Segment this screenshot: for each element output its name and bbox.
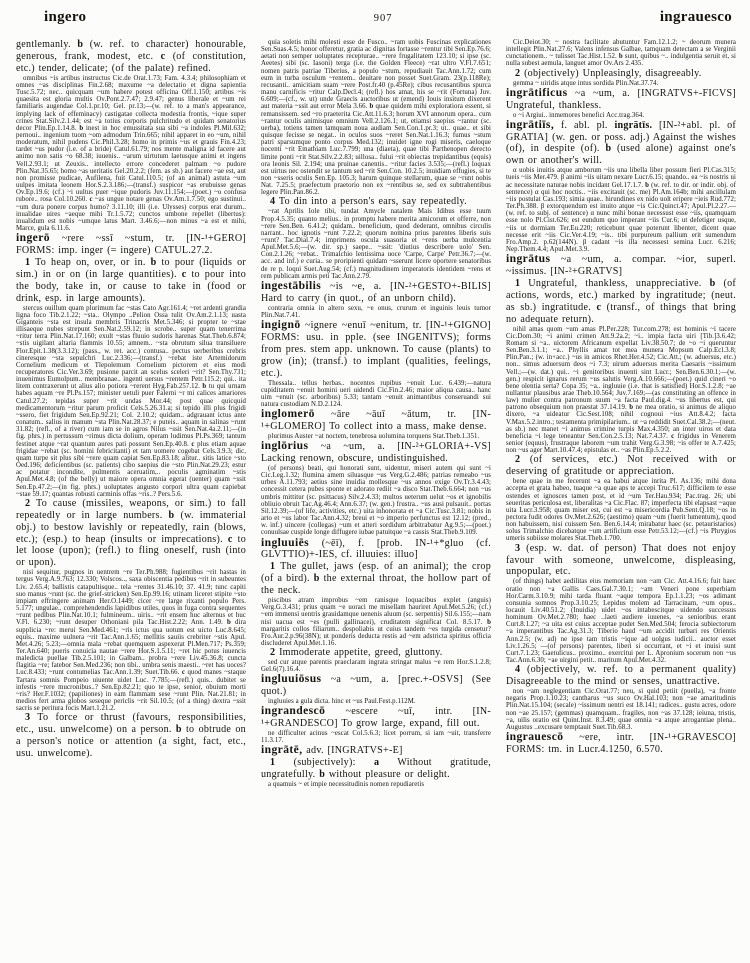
citation-block: contraria omnia in altero sexu, ~e onus, crurum et inguinis leuis tumor Plin.Nat.7.41.	[261, 304, 491, 319]
definition-text: 2 (of services, etc.) Not received with or deserving of gratitude or appreciation.	[506, 454, 736, 478]
entry-headword-block: inglomerō ~āre ~āuī ~ātum, tr. [IN-¹+GLOMERO] To collect into a mass, make dense.	[261, 407, 491, 433]
column-middle	[261, 39, 491, 937]
headword: ingluuiēs	[261, 535, 310, 549]
citation-block: sed cur atque parentis praeclaram ingrata stringat malus ~e rem Hor.S.1.2.8; Gel.6(7).16.4.	[261, 659, 491, 674]
headword: ingrātus	[506, 252, 551, 266]
definition-text: gentlemanly. b (w. ref. to character) honourable, generous, frank, modest, etc. c (of constitution, etc.) tender, delicate; (of the palate) refined.	[16, 39, 246, 74]
citation-block: ~rat Aprilis Iole tibi, tundat Amycle natalem Mais Idibus esse tuum Prop.4.5.35; quanto melius.. in promptu habere merita amicorum et offerre, non ~rere Sen.Ben. 6.41.2; quidam.. beneficium, quod dederant, omnibus circulis narrant.. hoc ignotis ~runt 7.22.2; quorum nomina prius parentes liberis suis ~runt? Tac.Dial.7.4; imprimens oscula suasoria et ~rens uerba mulcentia Apul.Met.5.6;—(w. dir. sp.) saepe.. ~ssit: 'diutius describere uolo' Sen. Con.2.1.26; ~rebat.. Trimalchio lentissima uoce 'Carpe, Carpe' Petr.36.7;—(w. acc. and inf.) e curia.. se proripienti quidam ~sserunt licere oportere senatoribus de re p. loqui Suet.Aug.54; (cf.) magnitudinem imperatoris identidem ~rens et rem publicam armis peti Tac.Ann.2.79.	[261, 208, 491, 280]
definition-text: 4 (objectively, w. ref. to a permanent quality) Disagreeable to the mind or senses, unattractive.	[506, 664, 736, 688]
entry-headword-block: inglōrius ~a ~um, a. [IN-²+GLORIA+-VS] Lacking renown, obscure, undistinguished.	[261, 439, 491, 465]
headword: ingrandescō	[261, 704, 326, 718]
definition-text: 1 (subjectively): a Without gratitude, ungratefully. b without pleasure or delight.	[261, 757, 491, 781]
definition-text: 2 To cause (missiles, weapons, or sim.) to fall repeatedly or in large numbers. b (w. immaterial obj.) to bestow lavishly or repeatedly, rain (blows, etc.); (esp.) to heap (insults or imprecations). c to let loose (upon); (refl.) to fling oneself, rush (into or upon).	[16, 497, 246, 569]
citation-block: ne difficulter acinus ~escat Col.5.6.3; licet porrum, si iam ~uit, transferre 11.3.17.	[261, 730, 491, 745]
citation-block: quia soletis mihi molesti esse de Fusco.. ~ram uobis Fuscinas explicationes Sen.Suas.4.5; honor offeretur, gratia ac dignitas fortasse ~rentur tibi Sen.Ep.76.6; aetati non semper uoluptates recepturae.. ~rere frugalitatem 123.10; si ipse (sc. Aeetes) sibi (sc. Iasoni) terga (i.e. the Golden Fleece) ~rat ultro V.Fl.7.651; nomen patris patriae Tiberius, a populo ~stum, repudiauit Tac.Ann.1.72; cum eum in turba osculum ~rentem.. deuitare non posset Suet.Gram. 23(p.118Re); recusanti.. amicitiam suam ~rere Post.fr.40 (p.45Re); cibus recusantibus spurca manu carnificis ~ritur Calp.Decl.4; (refl.) hos amat, his se ~rit (Fortuna) Juv. 6.609;—(cf., w. ut) unde Graecis auctoribus ut (emend) Iouis insitum dixerent aut materia ~ssit aut error Mela 3.66. b quae quidem mihi exploratiora essent, si remansissem. sed ~ro praeterita Cic.Att.11.6.3; horum XVI annorum opera.. cum ~rantur oculis animisque omnium Vell.2.126.1; ut, etiamsi saepius ~rantur (sc. uerba), totiens tamen tamquam noua audiam Sen.Con.1.pr.3; ut.. quae.. et sibi quisque fecisse se negat.. in oculos suos ~reret Sen.Nat.1.16.3; fumus ~stum patri sparsumque ponto corpus Med.132; inuidet igne rogi miseris, caeloque nocenti ~rit Emathiam Luc.7.799; una (diaeta), quae tibi Parthenopen derecto limite ponti ~rit Stat.Silv.2.2.83; uillosa.. fului ~rit obiectas trepidantibus (equis) ora leonis Sil. 2.194; una pruinae canentis.. ~ritur facies 3.535;—(refl.) loquax est uirtus nec ostendit se tantum sed ~rit Sen.Con. 10.2.5; inuidiam effugies, si te non ~sseris oculis Sen.Ep. 105.3; harum quinque stellarum, quae se ~runt nobis Nat. 7.25.5; praefectum praetorio non ex ~rentibus se, sed ex subtrahentibus legere Plin.Pan.86.2.	[261, 39, 491, 197]
citation-block: Cic.Deiot.30; ~ nostra facilitate abutuntur Fam.12.1.2; ~ deorum munera intellegit Plin.Nat.27.6; Valens infensus Galbae, tamquam detectam a se Verginii cunctationem.. ~ tulisset Tac.Hist.1.52. b sunt, quibus ~.. indulgentia seruit et, si nulla subest aemula, languet amor Ov.Ars 2.435.	[506, 39, 736, 68]
citation-block: stercus ouillum quam plurimum fac ~stas Cato Agr.161.4; ~ret ardenti grandia ligna foco Tib.2.1.22; ~sta.. Olympo ..Pelion Ossa tulit Ov.Am.2.1.13; uasta Giganteis ~sta est insula membris Trinacris Met.5.346; si propter te ~stae illisaeque nubes strepunt Sen.Nat.2.59.12; in scrobe.. super quam tenerrima ~ritur terra Plin.Nat.17.160; exult ~stas fluuio sudoris harenas Stat.Theb.6.874; ~stis uigilant altaria flammis 10.55; amnem.. ~sta obrutum silua transiluere Flor.Epit.1.38(3.3.12); (pass., w. ret. acc.) contusa.. pectus uerberibus crebris cineresque ~sta sepulchri Luc.2.336;—(transf.) ~rebat iste Artemidorum Cornelium medicum et Tlepolemum Cornelium pictorem et eius modi recuperatores Cic.Ver.3.69; pusione parcit an scelus sceleri ~rit? Sen.Thy.731; inuenimus Eumolpum.. membranae.. ingenti uersus ~rentem Petr.115.2; qui.. ita litem contraxerunt ut alius alio potiora ~rerent Hyg.Fab.257.12. b tu qui urnam habes aquam ~re Pl.Ps.157; minister uetuli puer Falerni ~r mi calices amariores Catul.27.2; tepidas super ~rit undas Mor.44; post quae quicquid medicamentorum ~ritur parum proficit Cels.5.26.31.a; si tepido illi plus frigidi ~ssero, fiet frigidum Sen.Ep.92.21; Col. 2.10.2; quidam.. adgrauant ictus ante conatum.. salius in manum ~sta Plin.Nat.28.37; e puteis.. aquam in salinas ~runt 31.82; (refl., of a river) cum iam se in agros Nilus ~ssit Sen.Nat.4a.2.11;—(in fig. phrs.) in pertussum ~rimus dicta dolium, operam ludimus Pl.Ps.369; tantum festinet atque ~rat quantum aures pati possunt Sen.Ep.40.8. c plus etiam aquae frigidae ~rebat (sc. homini febricitanti) et tam uomere cogebat Cels.3.9.3; dic, quam turpe sit plus sibi ~rere quam capiat Sen.Ep.83.18; alitur.. sitis latice ~sto Oed.196; deficientibus (sc. patients) cibo saepius die ~sto Plin.Nat.29.23; estur ac potatur incondite, pulmentis aceruatim,.. poculis agminatim ~stis Apul.Met.4.8; (of the belly) ut maiore opera omnia egerat (uenter) quam ~ssit Sen.Ep.47.2;—(in fig. phrs.) uoluptates angusto corpori ultra quam capiebat ~stae 59.17; quantas robusti carminis offas ~ris..? Pers.5.6.	[16, 304, 246, 498]
headword: ingrauescō	[506, 729, 564, 743]
entry-headword-block: ingrandescō ~escere ~uī, intr. [IN-¹+GRANDESCO] To grow large, expand, fill out.	[261, 704, 491, 730]
citation-block: omnibus ~is artibus instructus Cic.de Orat.1.73; Fam. 4.3.4; philosophiam et omnes ~as disciplinas Fin.2.68; maxume ~a delectatio et digna sapientia Tusc.5.72; nec.. quicquam ~um habere potest officina Off.1.150; artibus ~is quaesita est gloria multis Ov.Pont.2.7.47; 2.9.47; genus liberale et ~um rei familiaris augendae Col.1.pr.10; Gel. pr.13;—(w. ref. to a man's appearance, implying lack of effeminacy) castigatae collecta modestia frontis, ~ique super crines Stat.Silv.2.1.44; est ~a totius corporis pulchritudo et quidam senatorius decor Plin.Ep.1.14.8. b inest in hoc emussitata sua sibi ~a indoles Pl.Mil.632; pernoui.. ingenium tuom ~om admodum Trin.665; nihil apparet in eo ~um, nihil moderatum, nihil pudens Cic.Phil.3.28; homo in primis ~us et grauis Fin.4.23; tardet ~us pudor (i.e. of a bride) Catul.61.79; nos mente maligna id facere aut animo non satis ~o 68.38; iuuenis.. ~arum uirtutum laetusque animi et ingens Vell.2.93.1; ut Zeuxis.. intellecto errore concederet palmam ~o pudore Plin.Nat.35.65; homo ~as ueritatis Gel.20.2.2; (fem. as sb.) aut facere ~ae est, aut non promisse pudicae, Aufilena, fuit Catul.110.5; (of an animal) astuta ~um uulpes imitata leonem Hor.S.2.3.186;—(transf.) suspicor ~as erubuisse genas Ov.Ep.19.6; (cf.) ~i uultus puer ~ique pudoris Juv.11.154;—(poet.) ~o confusa rubore.. rosa Col.10.260. c ~as ungue notare genas Ov.Am.1.7.50; ego sustinui.. ~um dura ponere corpus humo? 3.11.10; illi (i.e. Ulysses) corpus erat durum.. inualidae uires ~aeque mihi Tr.1.5.72; cunctos umbone repellet (libertus): inualidum est nobis ~umque latus Mart. 3.46.6;—non minus ~a est et mihi, Marce, gula 6.11.6.	[16, 74, 246, 232]
entry-headword-block: ingerō ~rere ~ssī ~stum, tr. [IN-¹+GERO] FORMS: imp. inger (= ingere) CATUL.27.2.	[16, 231, 246, 257]
citation-block: o ~i Argiui.. inmemores benefici Acc.trag.364.	[513, 111, 645, 119]
running-head-right-word: ingrauesco	[659, 9, 732, 25]
entry-headword-block: ingestābilis ~is ~e, a. [IN-²+GESTO+-BILIS] Hard to carry (in quot., of an unborn child).	[261, 278, 491, 304]
citation-block: (of things) habet aedilitas eius memoriam non ~am Cic. Att.4.16.6; fuit haec oratio non ~a Gallis Caes.Gal.7.30.1; ~am Veneri pone superbiam Hor.Carm.3.10.9; mihi tarda fluant ~aque tempora Ep.1.1.23; ~os adimant consunia somnos Prop.3.10.25; Lepidus molem ad Tarracinam, ~um opus.. locauit Liv.40.51.2; (Inuidia) uidet ~os intabescitque uidendo successus hominum Ov.Met.2.780; haec ..laeti audiere iuuenes, ~a senioribus erant Curt.8.1.27; ~a uita est cuius acceptae pudet Sen.Med.504; ferocia subiectorum ~a imperantibus Tac.Ag.31.3; Tiberio haud ~um accidit turbari res Orientis Ann.2.5; (w. ad) ne ipse tam tristis ~ique ad uolgus iudicii.. auctor esset Liv.1.26.5; —(of persons) parentes, liberi si occurrant, et ~i et inuisi sunt Curt.7.1.23; Gaetulicus.. proximo.. exercitui per L. Apronium socerum non ~us Tac.Ann.6.30; ~ae uirgini petit.. maritum Apul.Met.4.32.	[506, 578, 736, 665]
definition-text: 4 To din into a person's ears, say repeatedly.	[270, 196, 467, 208]
citation-block: non ~am neglegentiam Cic.Orat.77; neu, si quid petiit (puella), ~a fronte negaris Prop.1.10.23; cantharus ~us suco Ov.Hal.103; non ~ae amaritudinis Plin.Nat.15.104; (secale) ~issimum uentri est 18.141; radices.. gustu acres, odore non ~ae 25.157; (gemmas) quamquam.. fragiles, non ~as 37.128; ieiuna, tristis, ~a, uilis oratio est Quint.Inst. 8.3.49; quae omnia ~a atque arrogantiae plena.. Augustus ..excusare temptauit Suet.Tib.68.3.	[506, 688, 736, 731]
headword: inglomerō	[261, 407, 315, 421]
headword: inglōrius	[261, 439, 309, 453]
running-head-left-word: ingero	[44, 9, 87, 25]
entry-headword-block: ingluuiōsus ~a ~um, a. [prec.+-OSVS] (See quot.)	[261, 672, 491, 698]
definition-text: 1 To heap on, over, or in. b to pour (liquids or sim.) in or on (in large quantities). c to pour into the body, take in, or cause to take in (food or drink, esp. in large amounts).	[16, 256, 246, 304]
definition-text: 1 Ungrateful, thankless, unappreciative. b (of actions, words, etc.) marked by ingratitude; (neut. as sb.) ingratitude. c (transf., of things that bring no adequate return).	[506, 277, 736, 325]
column-right	[506, 39, 736, 937]
citation-block: gemma ~ uiridis atque intus sordida Plin.Nat.37.74.	[513, 79, 659, 87]
entry-headword-block: ingrātus ~a ~um, a. compar. ~ior, superl. ~issimus. [IN-²+GRATVS]	[506, 252, 736, 278]
headword: ingrātē,	[261, 743, 303, 757]
citation-block: Thessala.. tellus herbas.. nocentes rupibus ~enuit Luc. 6.439;—natura cupiditatem ~enuit homini ueri uidendi Cic.Fin.2.46; maior aliqua causa.. hanc uim ~enuit (sc. arboribus) 5.33; tantam ~enuit animantibus conseruandi sui natura custodiam N.D.2.124.	[261, 379, 491, 409]
column-left	[16, 39, 246, 937]
citation-block: plurimus Auster ~at noctem, tenebrosa uolumina torquens Stat.Theb.1.351.	[268, 433, 480, 440]
entry-headword-block: ingrauescō ~ere, intr. [IN-¹+GRAVESCO] FORMS: tm. in Lucr.4.1250, 6.570.	[506, 729, 736, 755]
headword: ingestābilis	[261, 278, 322, 292]
definition-text: 3 (esp. w. dat. of person) That does not enjoy favour with someone, unwelcome, displeasing, unpopular, etc.	[506, 542, 736, 578]
definition-text: 2 Immoderate appetite, greed, gluttony.	[270, 647, 443, 659]
text-columns	[16, 39, 736, 937]
entry-headword-block: ingignō ~ignere ~enuī ~enitum, tr. [IN-¹+GIGNO] FORMS: usu. in pple. (see INGENITVS); forms from pres. stem app. unknown. To cause (plants) to grow (in); (transf.) to implant (qualities, feelings, etc.).	[261, 318, 491, 379]
headword: ingignō	[261, 318, 301, 332]
citation-block: piscibus atram improbus ~em ranisque loquacibus explet (anguis) Verg.G.3.431; prius quam ~e uoraci me misellam hauriret Apul.Met.5.26; (cf.) ~em immensi uentris grauidamque uenenis aluum (sc. serpentis) Sil.6.155;—nam nisi uacua est ~es (pulli gallinacei), cruditatem significat Col. 8.5.17. b margaritis collos filiarum.. despoliabis ut cuius tandem ~es turgida censetur? Fro.Aur.2.p.96(38N); ut ponderis deducta restis ad ~em adstricta spiritus officia discluderet Apul.Met.1.16.	[261, 597, 491, 647]
definition-text: 1 The gullet, jaws (esp. of an animal); the crop (of a bird). b the external throat, the hollow part of the neck.	[261, 561, 491, 597]
headword: ingrātiīs,	[506, 117, 555, 131]
page-number: 907	[373, 13, 393, 24]
citation-block: nihil amas quom ~um amas Pl.Per.228; Tur.com.278; est hominis ~i tacere Cic.Dom.30; ~i animi crimen Att.9.2a.2; ~i.. impia facta uiri [Tib.]3.6.42; Romam si ~a.. uictorem Africanum expellat Liv.38.50.7; de ~o ~i queruntur Sen.Ben.3.1.1; ~a.. Phyllis amat tot mea munera Mopsum Calp.Ecl.3.8; Plin.Pan.; (w. in+acc.) ~us in amicos Rhet.Her.4.52; Cic.Att.; (w. aduersus, etc.) non.. simus aduersum deos ~i 7.3; uirum aduersus merita Caesaris ~issimum Vell.;—(w. dat.) qui.. ~i genitoribus inuenti sint Lucr.; Sen.Ben.6.30.1;—(w. gen.) respicit ignarus rerum ~us salutis Verg.A.10.666;—(poet.) quid cineri ~o bene olentia serta? Copa 35; ~a.. ingluuie (i.e. that is satisfied) Hor.S.1.2.8; ~ae nullantur plausibus arae Theb.10.564; Juv.7.169;—(as constituting an offence in law) mulier contra patronum suum ~a facta Paul.dig.4. ~us libertus est, qui patrono obsequium non praestat 37.14.19. b ne mea oratio, si animus de aliquo dixero, ~a uideatur Cic.Sest.108; nihil cognoui ~ius Att.8.4.2; facta V.Max.5.2.intro.; testamenta primipilarium.. ut ~a reddidit Suet.Cal.38.2;—(neut. as sb.) nec manet ~i animus crimine turpis Max.4.350; an inter uiros et data beneficia ~i lege teneantur Sen.Con.2.5.13; Nat.7.4.37. c frigidus in Venerem senior (equus), frustraque laborem ~um trahit Verg.G.3.98; ~is offer te A.7.425; non ~us ager Mart.10.47.4; epistulas et.. ~as Plin.Ep.5.2.2.	[506, 325, 736, 455]
entry-headword-block: ingrātificus ~a ~um, a. [INGRATVS+-FICVS] Ungrateful, thankless.	[506, 85, 736, 111]
definition-text: 2 (objectively) Unpleasingly, disagreeably.	[515, 67, 702, 79]
headword: ingluuiōsus	[261, 672, 322, 686]
headword: ingrātificus	[506, 85, 568, 99]
entry-headword-block: ingluuiēs (~ēī), f. [prob. IN-¹+*gluo (cf. GLVTTIO)+-IES, cf. illuuies: illuo]	[261, 535, 491, 561]
entry-headword-block: ingrātē, adv. [INGRATVS+-E]	[261, 743, 403, 757]
definition-text: 3 To force or thrust (favours, responsibilities, etc., usu. unwelcome) on a person. b to obtrude on a person's notice or attention (a sight, fact, etc., usu. unwelcome).	[16, 712, 246, 760]
citation-block: α uobis inuitis atque amborum ~iis una libella liber possum fieri Pl.Cas.315; tueis ~iis Mer.479. β animi ~iis uitam nexare Lucr.6.15; quando.. ea ~is nostris ui ac necessitate naturae nobis incidant Gel.17.1.7. b (w. ref. to dir. or indir. obj. of sentence) α qui hoc noctis.. ~iis excitauit (sc. me) Pl.Am.164b; mihi ancillulam ~iis postulat Cas.193; simia quae.. hirundines ex nido uolt eripere ~ieis Rud.772; Ter.Ph.388. β extorquendum est inuito atque ~is Cic.Quinct.47; Apul.Pl.2.27.—(w. ref. to subj. of sentence) α nunc mihi bonae necessust esse ~iis, quamquam esse nolo Pl.Cist.626; est eundum quo imperant ~iis Cur.6; ut defetiger usque, ~iis ut dormiam Ter.Eu.220; reticebunt quae poterunt libenter, dicent quae necesse erit ~iis Cic.Ver.4.19; ~is.. tibi purpureum pallium erit sumendum Fro.Amp.2. p.62(144N). β cadant ~is illa necessest semina Lucr. 6.216; Nep.Them.4.4; Apul.Met.3.9.	[506, 167, 736, 253]
citation-block: (of persons) beati, qui honorati sunt, uidentur, miseri autem qui sunt ~i Cic.Leg.1.32; flumina amem siluasque ~us Verg.G.2.486; patrias remeabo ~us urbes A.11.793; aetius sine inuidia mollesque ~us annos exige Ov.Tr.3.4.43; concessit cetera pubes sponte et adorato rediit ~a disco Stat.Theb.6.664; non ~us umbris mittitur (sc. psittacus) Silv.2.4.33; multos ueterum uelut ~os et ignobilis obliuio obruit Tac.Ag.46.4; Ann.6.37; (w. gen.) frustra.. ~us ausi pulsauit.. portas Sil.12.39;—(of life, activities, etc.) uita inhonorata et ~a Cic.Tusc.3.81; nobis in arto et ~us labor Tac.Ann.4.32; breui et ~o imperio perfunctus est 12.12; (pred., w. inf.) uincere (collegas) ~um et atteri sordidum arbitrabatur Ag.9.5;—(poet.) conuulsae cuspide longe diffugere iubae patuitque ~a cassis Stat.Theb.9.109.	[261, 464, 491, 537]
running-head	[16, 9, 736, 26]
headword: ingerō	[16, 231, 50, 245]
citation-block: ingluuies a gula dicta. hinc et ~us Paul.Fest.p.112M.	[268, 698, 416, 706]
citation-block: nisi sequitur, pugnos in uentrem ~re Ter.Ph.988; fugientibus ~rit hastas in tergus Verg.A.9.763; 12.330; Volscos.., saxa obiscentia pedibus ~rit in subeuntes Liv. 2.65.4; ballistis catapultisque.. tela ~rentes 31.46.10; 37. 41.9; tunc capiti suo manus ~runt (sc. the grief-stricken) Sen.Ep.99.16; utinam liceret stipite ~sto impiam effringere animam Her.O.1449; cicer ~re large rixanti populo Pers. 5.177; ungulae.. comprehendendis lapidibus utiles, quos in fuga contra sequentes ~runt pedibus Plin.Nat.10.1; fulmineum.. uiris.. ~rit ensem huc alternus et huc V.Fl. 6.230; ~runt desuper Othoniani pila Tac.Hist.2.22; Ann. 1.49. b dira supplicia ~re: merui Sen.Med.461; ~ris ictus qua uotum est uicto Luc.8.645; equis.. maxime uulnera ~rit Tac.Ann.1.65; mellitis sauiis crebriter ~stis Apul. Met.4.26; 5.23;—omnia mala ~rebat quemquem aspexerat Pl.Men.717; Ps.359; Ter.An.640; pueris conuicia nautae ~rere Hor.S.1.5.11; ~ret hic potus iuuencis maledicta puellae Tib.2.5.101; in Galbam.. probra ~rere Liv.45.36.8; cuncta flagitia ~re; fatebor Sen.Med.236; non tibi.. umbra senis maesti.. ~ret has uoces? Luc.8.433; ~runt contumelias Tac.Ann.1.39; Suet.Tib.66. c quod manes ~staque Tartara somnis Pompeio uiuente uidet Luc. 7.785;—(refl.) quis.. dubitet se infestis ~rere mucronibus..? Sen.Ep.82.21; quo te ipse, senior, obuium morti ~ris? Her.F.1032; (papiliones) in eam flammam sese ~runt Plin. Nat.21.81; in medios fert arma globos seseque periclis ~rit Sil.10.5; (of a thing) dextra ~ssit sacris se peritura focis Mart.1.21.2.	[16, 569, 246, 713]
citation-block: a quamuis ~ et impie necessitudinis nomen repudiaretis	[268, 781, 425, 789]
citation-block: bene quae in me fecerunt ~a ea habui atque inrita Pl. As.136; mihi dona accepta et grata habeo, tuaque ~a quae aps te accepi Truc.617; difficilem te esse ostendes et ignosces tamen post, et id ~um Ter.Hau.934; Pac.trag. 26; ubi seueritas periculosa est, liberalitas ~a Cic.Flac. 87; imperfecta tibi elapsast ~aque uita Lucr.3.958; quam miser est, cui est ~a misericordia Pub.Sent.Q.18; ~os in pectora fudit odores Ov.Met.2.626; (aestimo) quam ~um (fuerit lumentum), quod non habuissem, nisi cuissem Sen. Ben.6.14.4; mirabatur haec (sc. petauristarios) solus Trimalchio dicebatque ~um artificium esse Petr.53.12;—(cf.) ~is Phrygios umeris subiisse molares Stat.Theb.1.700.	[506, 478, 736, 543]
entry-headword-block: ingrātiīs, f. abl. pl. ingrātīs. [IN-²+abl. pl. of GRATIA] (w. gen. or poss. adj.) Against the wishes (of), in despite (of). b (used alone) against one's own or another's will.	[506, 117, 736, 167]
